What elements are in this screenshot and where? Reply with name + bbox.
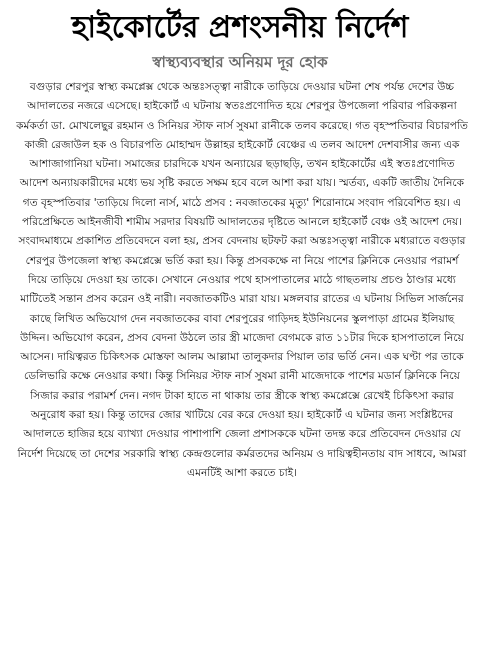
article-body: বগুড়ার শেরপুর স্বাস্থ্য কমপ্লেক্স থেকে অন্তঃসত্ত্বা নারীকে তাড়িয়ে দেওয়ার ঘটনা শেষ পর্যন্ত দেশের উচ্চ আদালতের নজরে এসেছে। হাইকোর্ট এ ঘটনায় স্বতঃপ্রণোদিত হয়ে শেরপুর উপজেলা পরিবার পরিকল্পনা কর্মকর্তা ডা. মোখলেছুর রহমান ও সিনিয়র স্টাফ নার্স সুষমা রানীকে তলব করেছে। গত বৃহস্পতিবার বিচারপতি কাজী রেজাউল হক ও বিচারপতি মোহাম্মদ উল্লাহর হাইকোর্ট বেঞ্চের এ তলব আদেশ দেশবাসীর জন্য এক আশাজাগানিয়া ঘটনা। সমাজের চারদিকে যখন অন্যায়ের ছড়াছড়ি, তখন হাইকোর্টের এই স্বতঃপ্রণোদিত আদেশ অন্যায়কারীদের মধ্যে ভয় সৃষ্টি করতে সক্ষম হবে বলে আশা করা যায়। স্মর্তব্য, একটি জাতীয় দৈনিকে গত বৃহস্পতিবার 'তাড়িয়ে দিলো নার্স, মাঠে প্রসব : নবজাতকের মৃত্যু' শিরোনামে সংবাদ পরিবেশিত হয়। এ পরিপ্রেক্ষিতে আইনজীবী শামীম সরদার বিষয়টি আদালতের দৃষ্টিতে আনলে হাইকোর্ট বেঞ্চ ওই আদেশ দেয়। সংবাদমাধ্যমে প্রকাশিত প্রতিবেদনে বলা হয়, প্রসব বেদনায় ছটফট করা অন্তঃসত্ত্বা নারীকে মধ্যরাতে বগুড়ার শেরপুর উপজেলা স্বাস্থ্য কমপ্লেক্সে ভর্তি করা হয়। কিন্তু প্রসবকক্ষে না নিয়ে পাশের ক্লিনিকে নেওয়ার পরামর্শ দিয়ে তাড়িয়ে দেওয়া হয় তাকে। সেখানে নেওয়ার পথে হাসপাতালের মাঠে গাছতলায় প্রচণ্ড ঠাণ্ডার মধ্যে মাটিতেই সন্তান প্রসব করেন ওই নারী। নবজাতকটিও মারা যায়। মঙ্গলবার রাতের এ ঘটনায় সিভিল সার্জনের কাছে লিখিত অভিযোগ দেন নবজাতকের বাবা শেরপুরের গাড়িদহ ইউনিয়নের স্কুলপাড়া গ্রামের ইলিয়াছ উদ্দিন। অভিযোগ করেন, প্রসব বেদনা উঠলে তার স্ত্রী মাজেদা বেগমকে রাত ১১টার দিকে হাসপাতালে নিয়ে আসেন। দায়িত্বরত চিকিৎসক মোস্তফা আলম আল্লামা তালুকদার পিয়াল তার ভর্তি নেন। এক ঘণ্টা পর তাকে ডেলিভারি কক্ষে নেওয়ার কথা। কিন্তু সিনিয়র স্টাফ নার্স সুষমা রানী মাজেদাকে পাশের মডার্ন ক্লিনিকে নিয়ে সিজার করার পরামর্শ দেন। নগদ টাকা হাতে না থাকায় তার স্ত্রীকে স্বাস্থ্য কমপ্লেক্সে রেখেই চিকিৎসা করার অনুরোধ করা হয়। কিন্তু তাদের জোর খাটিয়ে বের করে দেওয়া হয়। হাইকোর্ট এ ঘটনার জন্য সংশ্লিষ্টদের আদালতে হাজির হয়ে ব্যাখ্যা দেওয়ার পাশাপাশি জেলা প্রশাসককে ঘটনা তদন্ত করে প্রতিবেদন দেওয়ার যে নির্দেশ দিয়েছে তা দেশের সরকারি স্বাস্থ্য কেন্দ্রগুলোর কর্মরতদের অনিয়ম ও দায়িত্বহীনতায় বাদ সাধবে, আমরা এমনটিই আশা করতে চাই। xyxy=(16,81,468,479)
headline: হাইকোর্টের প্রশংসনীয় নির্দেশ xyxy=(71,10,409,45)
subheadline: স্বাস্থ্যব্যবস্থার অনিয়ম দূর হোক xyxy=(152,53,328,71)
